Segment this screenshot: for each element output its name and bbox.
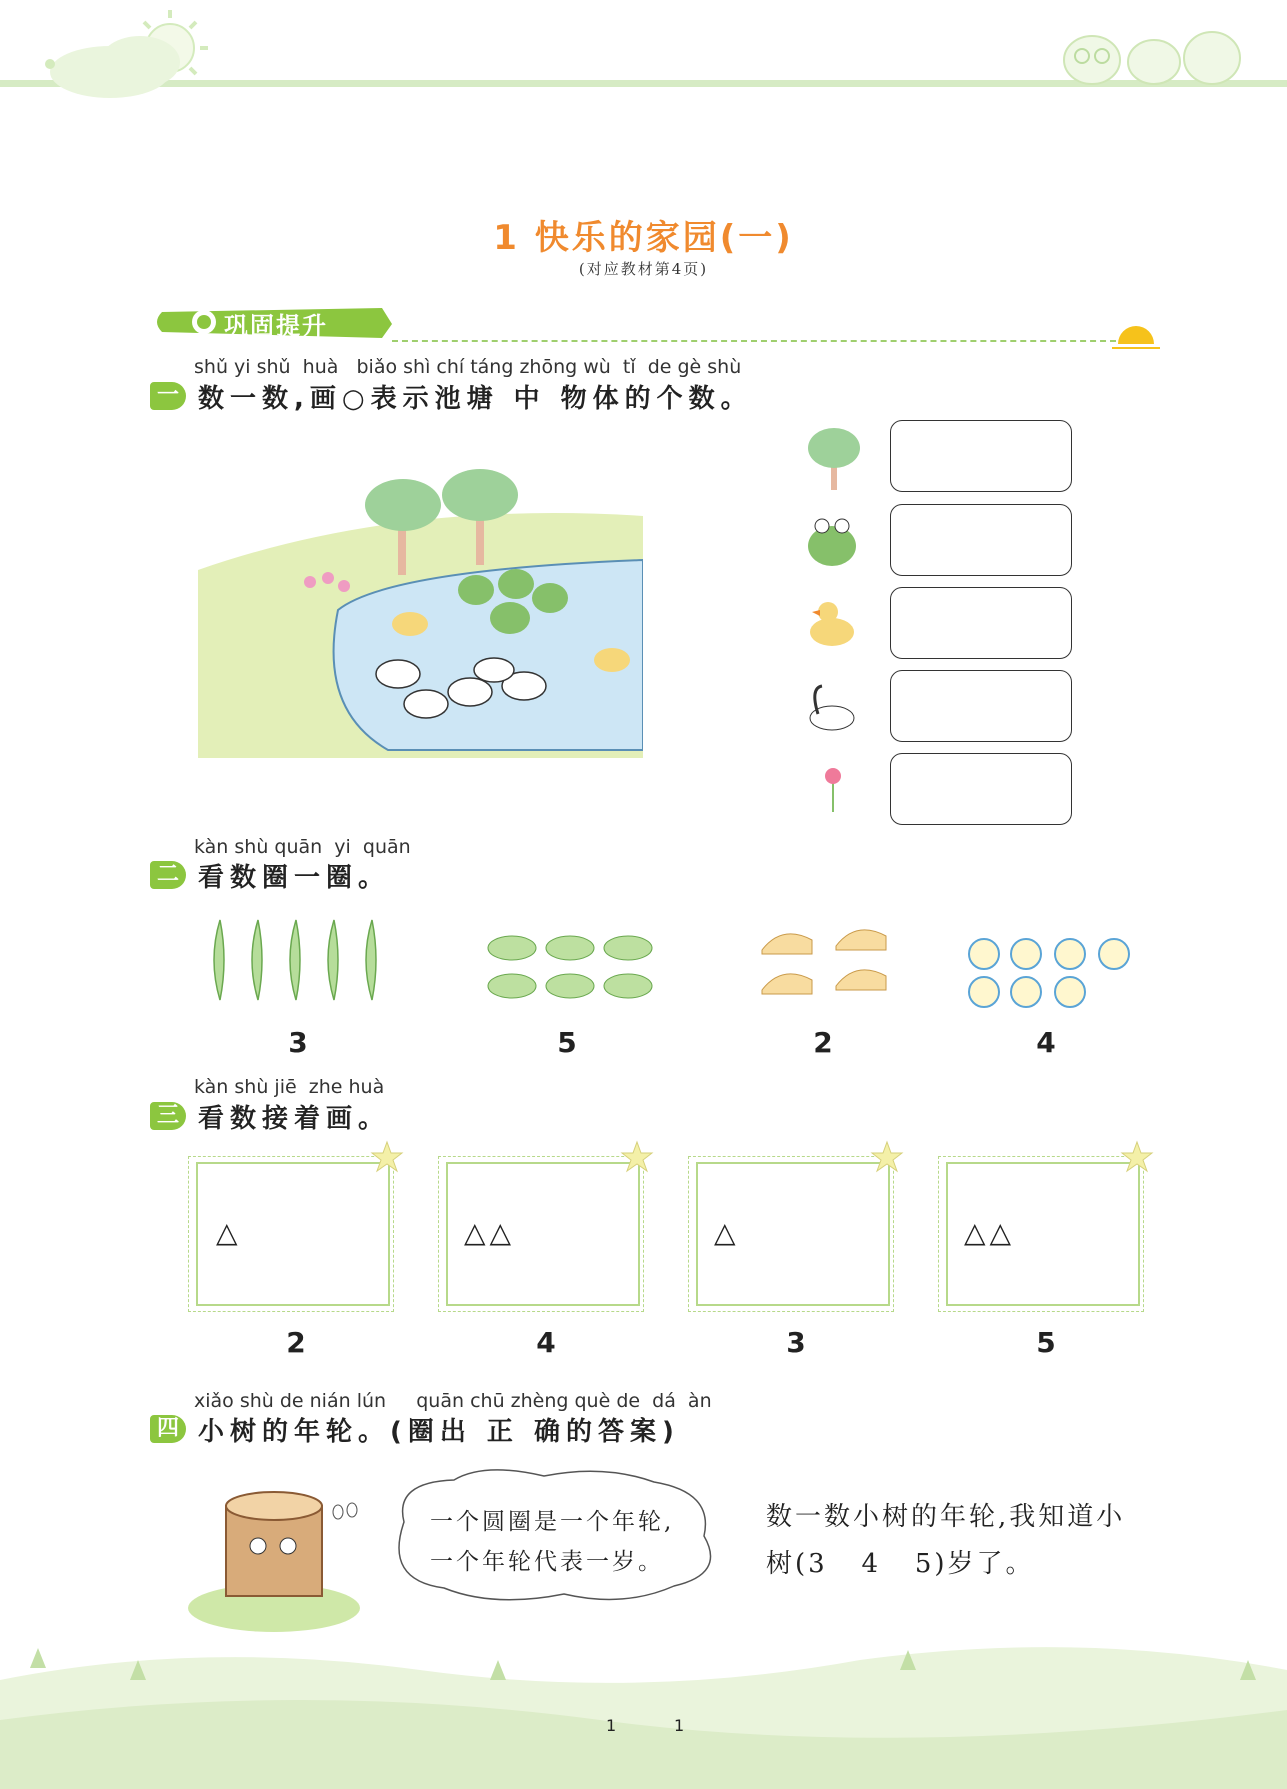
grass-icon xyxy=(488,936,652,998)
tree-icon xyxy=(804,424,864,494)
footer-hills xyxy=(0,1640,1287,1789)
q2-number-1: 3 xyxy=(288,1026,308,1059)
page-number-left: 1 xyxy=(606,1716,617,1735)
q1-number-badge: 一 xyxy=(150,382,186,410)
triangle-shapes: △△ xyxy=(964,1216,1016,1249)
thought-bubbles xyxy=(330,1500,360,1520)
triangle-shapes: △ xyxy=(714,1216,740,1249)
frog-icon xyxy=(802,510,862,572)
sun-cloud-decoration xyxy=(20,0,210,110)
frog-count-box[interactable] xyxy=(890,504,1072,576)
q3-number-3: 3 xyxy=(786,1326,806,1359)
q1-pinyin: shǔ yi shǔ huà biǎo shì chí táng zhōng wù tǐ de gè shù xyxy=(194,356,742,378)
triangle-shapes: △△ xyxy=(464,1216,516,1249)
cloud-line-2: 一个年轮代表一岁。 xyxy=(430,1549,664,1575)
cucumber-icon xyxy=(214,920,376,1000)
duck-icon xyxy=(804,598,858,650)
q2-pinyin: kàn shù quān yi quān xyxy=(194,836,411,858)
pond-scene-image xyxy=(198,460,643,760)
page-title: 1 快乐的家园(一) xyxy=(493,218,794,258)
cloud-line-1: 一个圆圈是一个年轮, xyxy=(430,1509,675,1535)
page-subtitle: (对应教材第4页) xyxy=(578,260,709,278)
q3-prompt: 看数接着画。 xyxy=(198,1104,391,1134)
star-icon xyxy=(370,1140,404,1174)
flower-count-box[interactable] xyxy=(890,753,1072,825)
star-icon xyxy=(870,1140,904,1174)
q3-number-4: 5 xyxy=(1036,1326,1056,1359)
flower-icon xyxy=(820,764,846,814)
animal-faces-decoration xyxy=(1058,18,1248,88)
duck-count-box[interactable] xyxy=(890,587,1072,659)
section-divider xyxy=(392,340,1116,342)
q1-prompt: 数一数,画○表示池塘 中 物体的个数。 xyxy=(198,384,753,414)
drawing-frame-4[interactable] xyxy=(946,1162,1140,1306)
drawing-frame-3[interactable] xyxy=(696,1162,890,1306)
q3-number-badge: 三 xyxy=(150,1102,186,1130)
grass-group[interactable] xyxy=(486,928,656,1004)
q3-pinyin: kàn shù jiē zhe huà xyxy=(194,1076,385,1098)
q4-number-badge: 四 xyxy=(150,1415,186,1443)
page-number-right: 1 xyxy=(674,1716,685,1735)
triangle-shapes: △ xyxy=(216,1216,242,1249)
sunset-icon xyxy=(1112,322,1160,352)
star-icon xyxy=(620,1140,654,1174)
q3-number-1: 2 xyxy=(286,1326,306,1359)
q2-number-4: 4 xyxy=(1036,1026,1056,1059)
swan-count-box[interactable] xyxy=(890,670,1072,742)
section-label: 巩固提升 xyxy=(224,312,328,340)
q2-number-2: 5 xyxy=(557,1026,577,1059)
tree-count-box[interactable] xyxy=(890,420,1072,492)
ball-group[interactable] xyxy=(966,936,1136,1012)
swan-icon xyxy=(804,678,858,734)
drawing-frame-1[interactable] xyxy=(196,1162,390,1306)
q2-number-badge: 二 xyxy=(150,861,186,889)
star-icon xyxy=(1120,1140,1154,1174)
q4-statement-line-2[interactable]: 树(3 4 5)岁了。 xyxy=(766,1549,1035,1579)
cap-icon xyxy=(762,930,886,994)
q2-number-3: 2 xyxy=(813,1026,833,1059)
q3-number-2: 4 xyxy=(536,1326,556,1359)
q4-statement-line-1: 数一数小树的年轮,我知道小 xyxy=(766,1502,1126,1532)
q4-prompt: 小树的年轮。(圈出 正 确的答案) xyxy=(198,1417,680,1447)
cucumber-group[interactable] xyxy=(206,916,386,1006)
q2-prompt: 看数圈一圈。 xyxy=(198,863,391,893)
drawing-frame-2[interactable] xyxy=(446,1162,640,1306)
ball-icon xyxy=(969,939,1129,1007)
cap-group[interactable] xyxy=(752,920,902,1004)
q4-pinyin: xiǎo shù de nián lún quān chū zhèng què de dá àn xyxy=(194,1390,712,1412)
